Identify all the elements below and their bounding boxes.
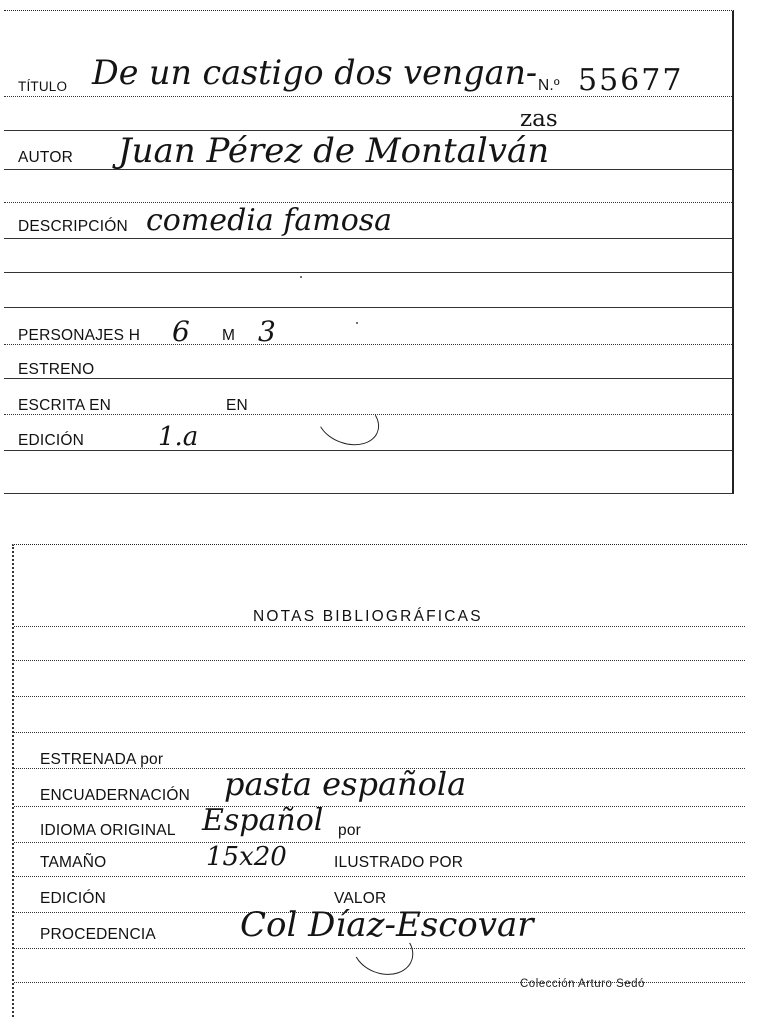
ruled-line [14,732,745,733]
notas-heading: NOTAS BIBLIOGRÁFICAS [253,608,483,625]
collection-credit: Colección Arturo Sedó [520,978,645,990]
ruled-line [14,806,745,807]
escrita-en-label: ESCRITA EN [18,397,112,414]
estrenada-por-label: ESTRENADA por [40,751,164,768]
procedencia-value: Col Díaz-Escovar [240,905,534,945]
ruled-line [14,626,745,627]
autor-value: Juan Pérez de Montalván [118,131,550,171]
descripcion-label: DESCRIPCIÓN [18,218,128,235]
titulo-label: TÍTULO [18,79,68,94]
titulo-value: De un castigo dos vengan- [92,53,538,93]
procedencia-label: PROCEDENCIA [40,926,156,943]
por-label: por [338,822,362,839]
ruled-line [4,238,732,239]
edicion-bottom-label: EDICIÓN [40,890,106,907]
autor-label: AUTOR [18,149,73,166]
ruled-line [14,876,745,877]
edicion-value: 1.a [158,422,199,452]
paper-speck [300,276,302,278]
tamano-label: TAMAÑO [40,854,107,871]
ruled-line [4,344,732,345]
numero-value: 55677 [578,63,684,98]
tamano-value: 15x20 [206,842,287,872]
ruled-line [4,272,732,273]
personajes-h-label: PERSONAJES H [18,327,141,344]
ruled-line [14,842,745,843]
encuadernacion-label: ENCUADERNACIÓN [40,787,191,804]
valor-label: VALOR [334,890,387,907]
ruled-line [14,696,745,697]
ruled-line [4,378,732,379]
ruled-line [4,307,732,308]
estreno-label: ESTRENO [18,361,95,378]
ilustrado-por-label: ILUSTRADO POR [334,854,464,871]
titulo-value-continuation: zas [520,106,558,132]
ruled-line [4,450,732,451]
edicion-label: EDICIÓN [18,432,84,449]
ruled-line [14,660,745,661]
descripcion-value: comedia famosa [146,203,393,238]
numero-label: N.º [538,77,560,94]
personajes-h-value: 6 [172,315,190,348]
idioma-original-label: IDIOMA ORIGINAL [40,822,176,839]
personajes-m-label: M [222,327,236,344]
en-label: EN [226,397,248,414]
paper-speck [356,322,358,324]
encuadernacion-value: pasta española [224,765,467,803]
personajes-m-value: 3 [258,315,276,348]
idioma-original-value: Español [202,803,324,838]
